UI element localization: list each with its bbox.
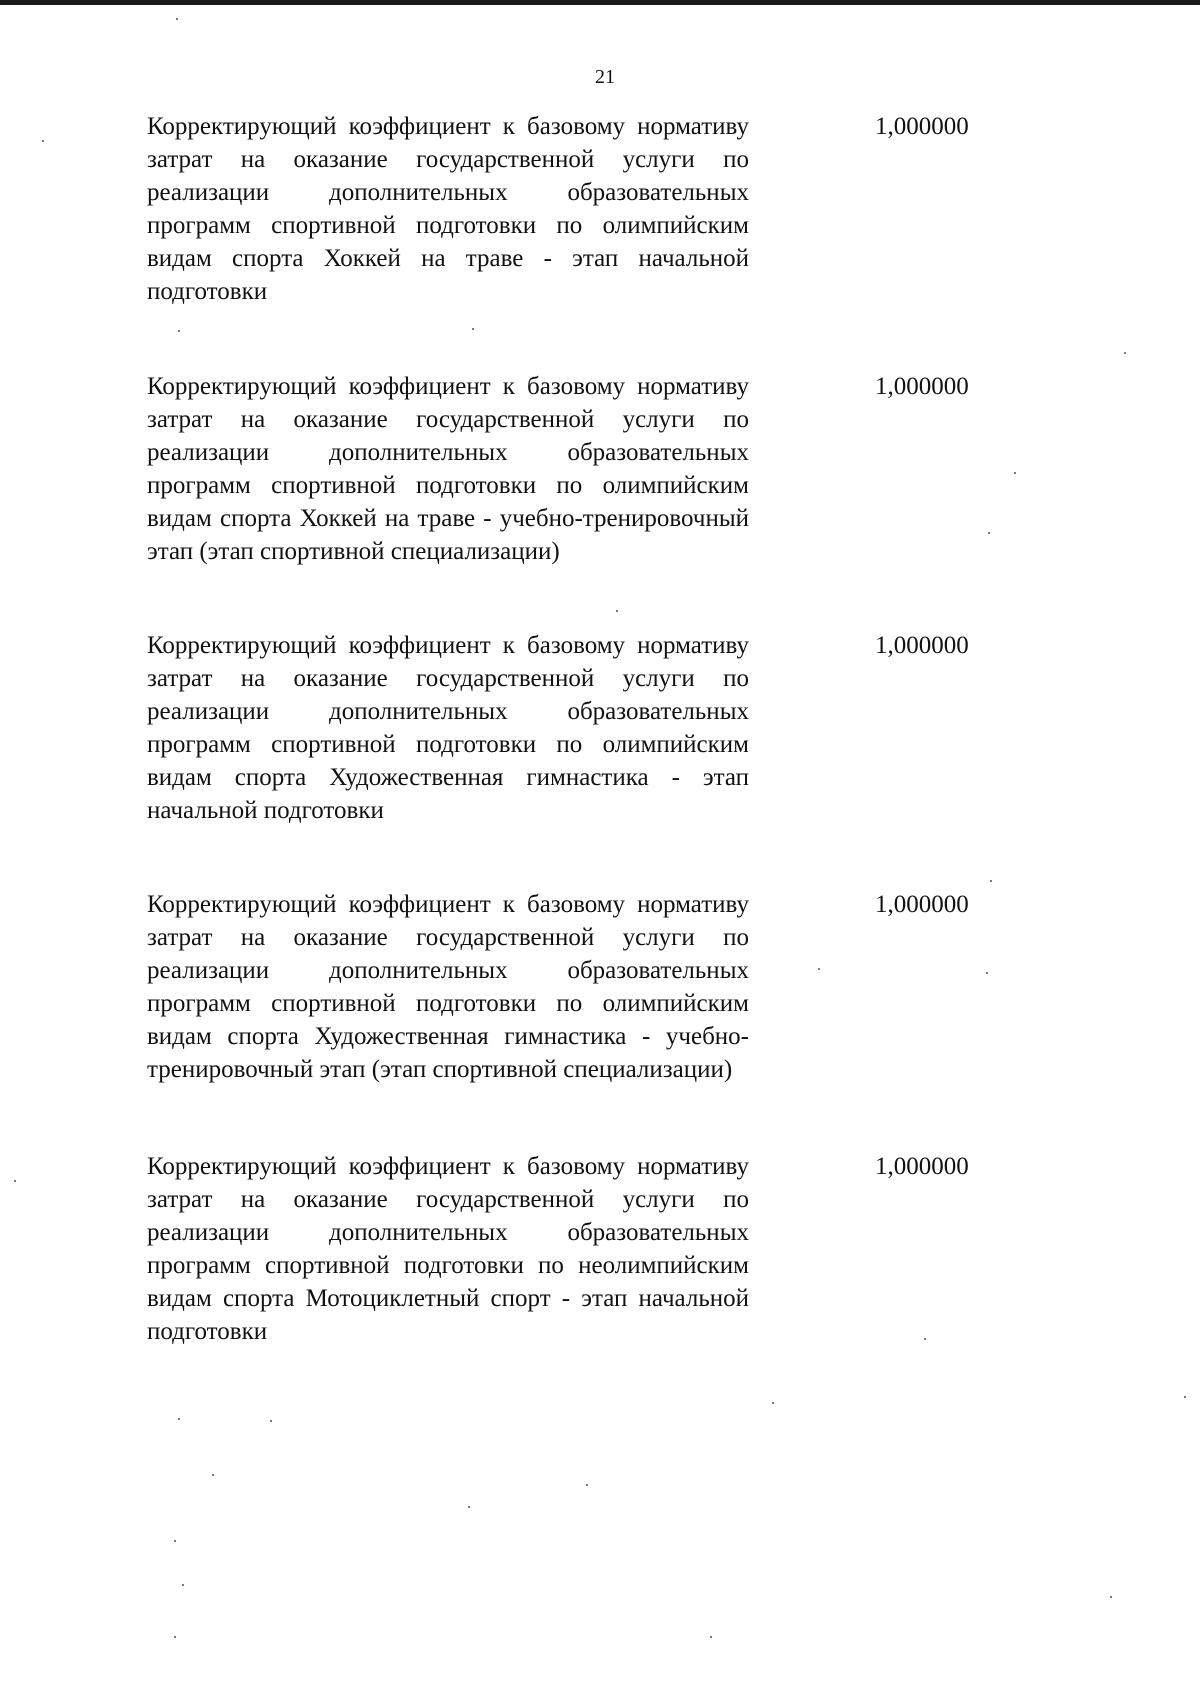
- entry-value: 1,000000: [875, 1153, 969, 1180]
- scan-speck: [174, 1636, 176, 1638]
- entry-value: 1,000000: [875, 373, 969, 400]
- entry-description: Корректирующий коэффициент к базовому нормативу затрат на оказание государственной услуги по реализации дополнительных образовательных программ спортивной подготовки по олимпийским видам спорта Хоккей на траве - этап начальной подготовки: [147, 113, 749, 305]
- scan-speck: [772, 1402, 774, 1404]
- scan-speck: [818, 968, 820, 970]
- scan-speck: [472, 328, 474, 330]
- scan-speck: [988, 532, 990, 534]
- scan-speck: [924, 1338, 926, 1340]
- scan-speck: [1110, 1596, 1112, 1598]
- scan-speck: [468, 1506, 470, 1508]
- entry-description: Корректирующий коэффициент к базовому нормативу затрат на оказание государственной услуги по реализации дополнительных образовательных программ спортивной подготовки по олимпийским видам спорта Художественная гимнастика - этап начальной подготовки: [147, 632, 749, 824]
- top-border-line: [0, 0, 1200, 5]
- entry-description: Корректирующий коэффициент к базовому нормативу затрат на оказание государственной услуги по реализации дополнительных образовательных программ спортивной подготовки по неолимпийским видам спорта Мотоциклетный спорт - этап начальной подготовки: [147, 1153, 749, 1345]
- scan-speck: [178, 330, 180, 332]
- scan-speck: [174, 1540, 176, 1542]
- scan-speck: [986, 972, 988, 974]
- scan-speck: [14, 1180, 16, 1182]
- scan-speck: [1184, 1396, 1186, 1398]
- scan-speck: [42, 140, 44, 142]
- scan-speck: [1124, 352, 1126, 354]
- scan-speck: [270, 1420, 272, 1422]
- scan-speck: [586, 1484, 588, 1486]
- scan-speck: [990, 880, 992, 882]
- entry-description: Корректирующий коэффициент к базовому нормативу затрат на оказание государственной услуги по реализации дополнительных образовательных программ спортивной подготовки по олимпийским видам спорта Хоккей на траве - учебно-тренировочный этап (этап спортивной специализации): [147, 373, 749, 565]
- scan-speck: [178, 1418, 180, 1420]
- entry-value: 1,000000: [875, 632, 969, 659]
- scan-speck: [616, 610, 618, 612]
- page-number: 21: [595, 66, 615, 88]
- entry-description: Корректирующий коэффициент к базовому нормативу затрат на оказание государственной услуги по реализации дополнительных образовательных программ спортивной подготовки по олимпийским видам спорта Художественная гимнастика - учебно-тренировочный этап (этап спортивной специализации): [147, 891, 749, 1083]
- scan-speck: [1014, 472, 1016, 474]
- entry-value: 1,000000: [875, 891, 969, 918]
- scan-speck: [182, 1584, 184, 1586]
- scan-speck: [212, 1474, 214, 1476]
- scan-speck: [176, 18, 178, 20]
- scan-speck: [710, 1636, 712, 1638]
- entry-value: 1,000000: [875, 113, 969, 140]
